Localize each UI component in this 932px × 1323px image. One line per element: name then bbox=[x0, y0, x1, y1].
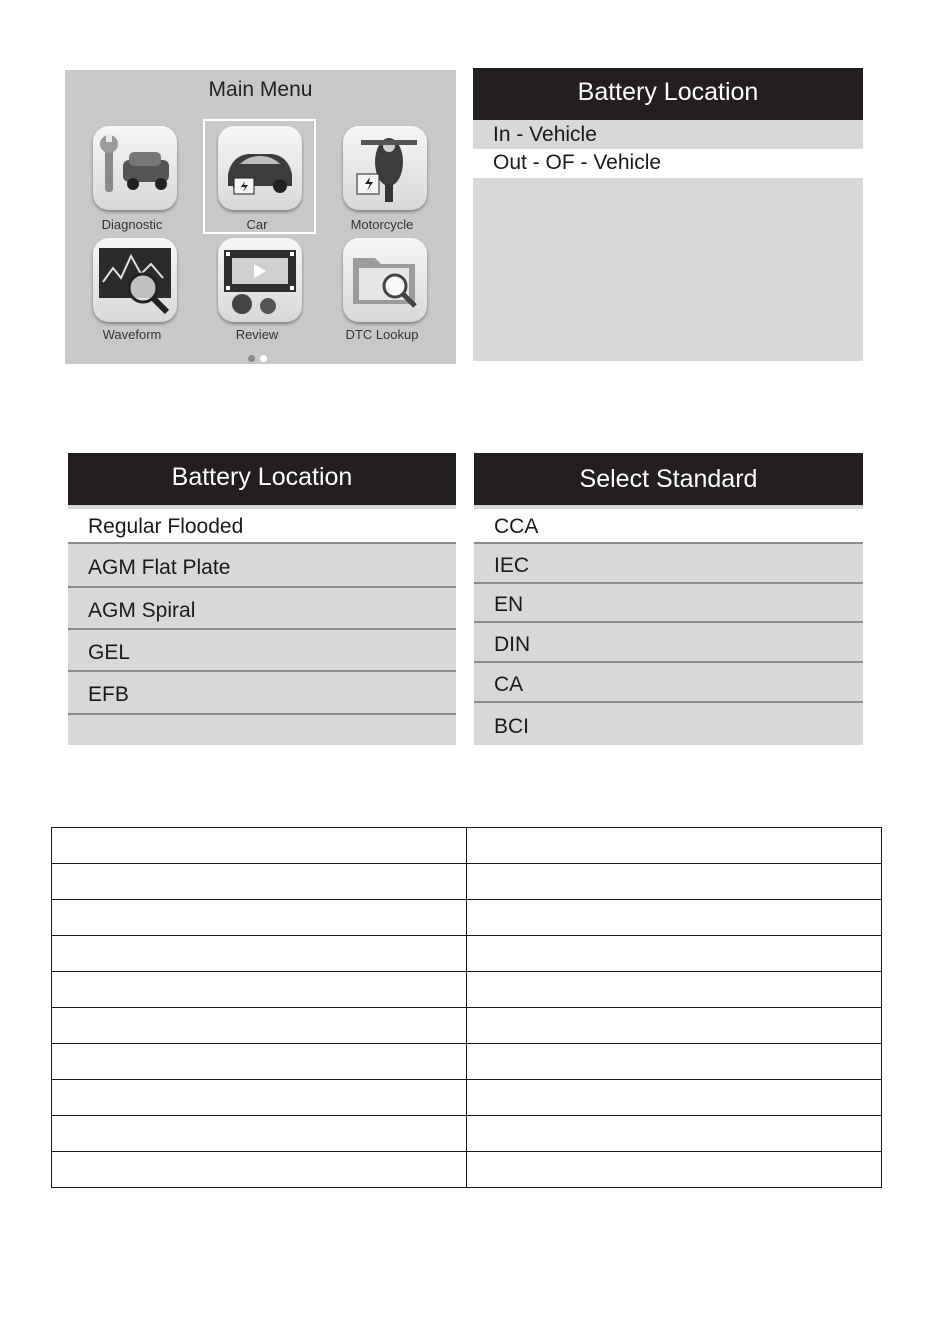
table-row bbox=[52, 936, 882, 972]
table-row bbox=[52, 1080, 882, 1116]
table-cell bbox=[52, 936, 467, 972]
menu-item-review[interactable] bbox=[190, 232, 302, 344]
folder-search-icon bbox=[343, 238, 427, 322]
list-item-efb[interactable]: EFB bbox=[68, 672, 456, 715]
list-item-iec[interactable]: IEC bbox=[474, 546, 863, 584]
table-cell bbox=[52, 864, 467, 900]
list-item-bci[interactable]: BCI bbox=[494, 715, 530, 738]
table-row bbox=[52, 1152, 882, 1188]
screen-header: Battery Location bbox=[473, 68, 863, 120]
motorcycle-battery-icon bbox=[343, 126, 427, 210]
table-cell bbox=[52, 972, 467, 1008]
list-item-gel[interactable]: GEL bbox=[68, 630, 456, 672]
battery-type-screen bbox=[68, 453, 456, 745]
menu-item-label: Motorcycle bbox=[350, 217, 414, 232]
table-cell bbox=[467, 1008, 882, 1044]
table-cell bbox=[467, 1044, 882, 1080]
table-row bbox=[52, 972, 882, 1008]
list-item-regular-flooded[interactable]: Regular Flooded bbox=[68, 509, 456, 544]
list-item-out-of-vehicle[interactable]: Out - OF - Vehicle bbox=[473, 149, 863, 178]
list-item-ca[interactable]: CA bbox=[474, 664, 863, 703]
page-dot-active[interactable] bbox=[260, 355, 267, 362]
table-cell bbox=[52, 828, 467, 864]
table-row bbox=[52, 828, 882, 864]
select-standard-screen bbox=[474, 453, 863, 745]
screen-header: Battery Location bbox=[68, 453, 456, 505]
menu-item-label: Diagnostic bbox=[101, 217, 163, 232]
table-cell bbox=[467, 936, 882, 972]
list-item-agm-spiral[interactable]: AGM Spiral bbox=[68, 588, 456, 630]
table-row bbox=[52, 864, 882, 900]
table-cell bbox=[467, 828, 882, 864]
table-cell bbox=[467, 864, 882, 900]
menu-item-dtc-lookup[interactable] bbox=[315, 232, 427, 344]
main-menu-title: Main Menu bbox=[208, 78, 313, 101]
battery-location-screen bbox=[473, 68, 863, 361]
table-cell bbox=[467, 972, 882, 1008]
waveform-magnifier-icon bbox=[93, 238, 177, 322]
empty-table bbox=[51, 827, 882, 1188]
table-cell bbox=[467, 900, 882, 936]
list-item-in-vehicle[interactable]: In - Vehicle bbox=[473, 120, 863, 149]
list-item-agm-flat-plate[interactable]: AGM Flat Plate bbox=[68, 546, 456, 588]
table-cell bbox=[467, 1116, 882, 1152]
menu-item-diagnostic[interactable] bbox=[65, 120, 177, 232]
menu-item-waveform[interactable] bbox=[65, 232, 177, 344]
selection-highlight bbox=[203, 119, 316, 234]
table-cell bbox=[52, 1044, 467, 1080]
menu-item-label: Car bbox=[246, 217, 268, 232]
menu-item-label: DTC Lookup bbox=[345, 327, 419, 342]
table-row bbox=[52, 1044, 882, 1080]
table-cell bbox=[467, 1080, 882, 1116]
table-cell bbox=[52, 1080, 467, 1116]
menu-item-label: Review bbox=[235, 327, 279, 342]
table-row bbox=[52, 900, 882, 936]
table-cell bbox=[467, 1152, 882, 1188]
list-item-din[interactable]: DIN bbox=[474, 624, 863, 663]
table-cell bbox=[52, 1152, 467, 1188]
table-row bbox=[52, 1116, 882, 1152]
list-item-cca[interactable]: CCA bbox=[474, 509, 863, 544]
list-item-en[interactable]: EN bbox=[474, 584, 863, 623]
screen-header: Select Standard bbox=[474, 453, 863, 505]
main-menu-screen bbox=[65, 70, 456, 364]
table-row bbox=[52, 1008, 882, 1044]
table-cell bbox=[52, 1116, 467, 1152]
diagnostic-wrench-car-icon bbox=[93, 126, 177, 210]
page-dot[interactable] bbox=[248, 355, 255, 362]
table-cell bbox=[52, 1008, 467, 1044]
film-reel-icon bbox=[218, 238, 302, 322]
table-cell bbox=[52, 900, 467, 936]
menu-item-motorcycle[interactable] bbox=[315, 120, 427, 232]
menu-item-label: Waveform bbox=[102, 327, 162, 342]
page-indicator bbox=[248, 349, 272, 367]
